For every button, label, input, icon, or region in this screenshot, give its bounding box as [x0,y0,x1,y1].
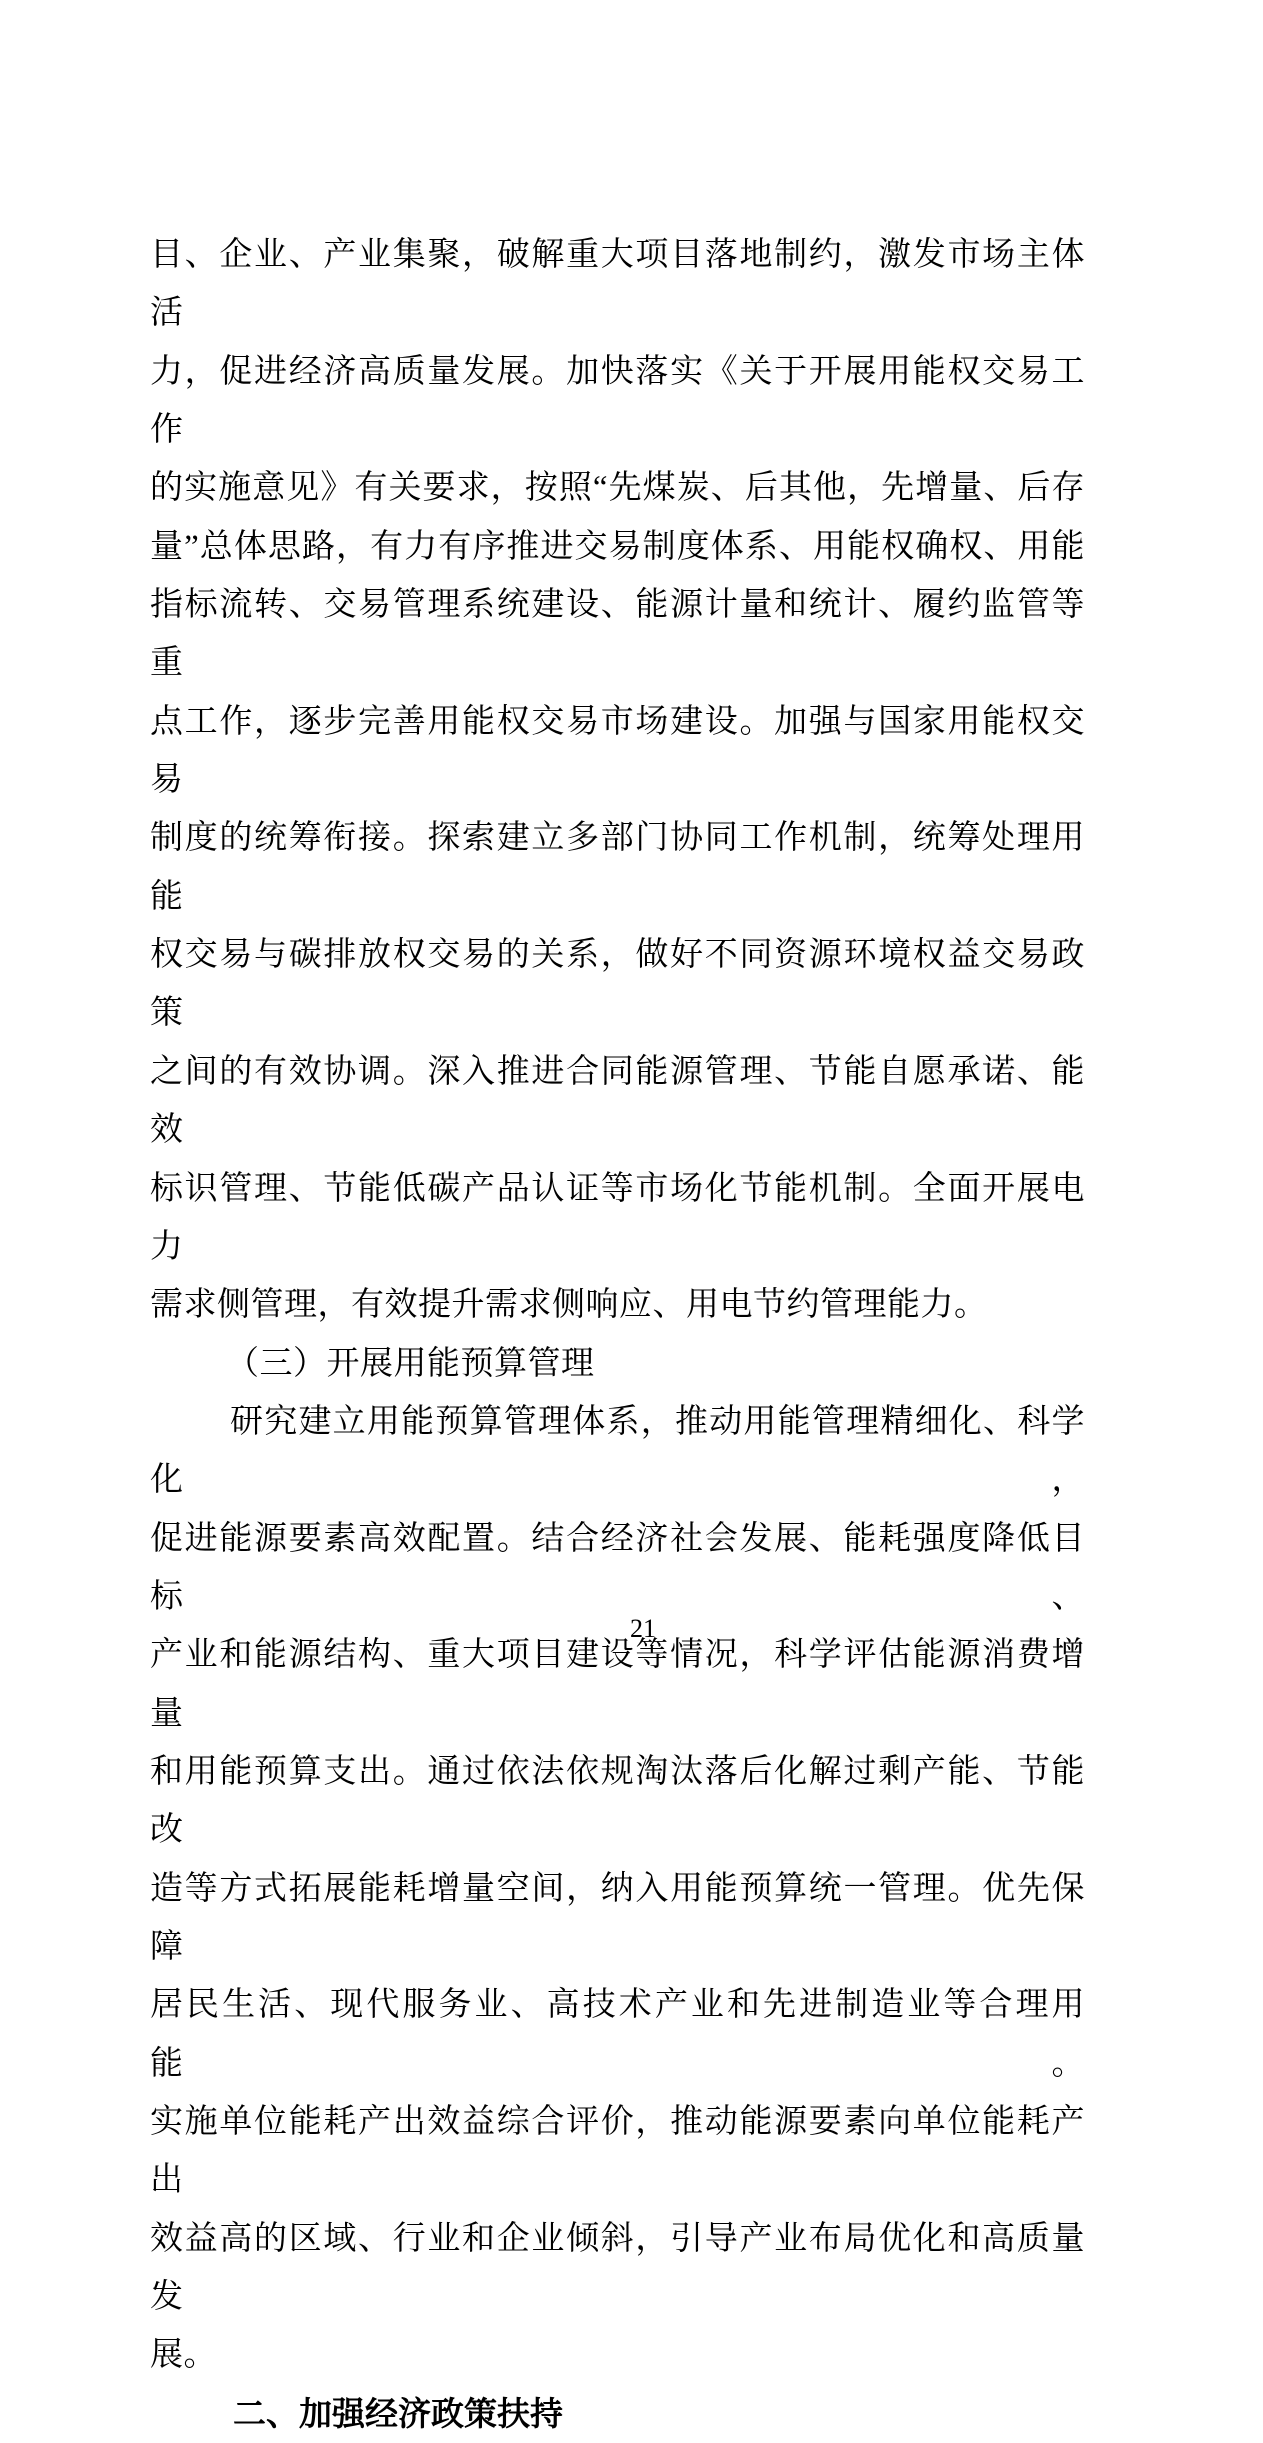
body-text-line: 展。 [150,2337,217,2374]
body-text-line: 和用能预算支出。通过依法依规淘汰落后化解过剩产能、节能改 [150,1753,1085,1849]
body-text-line: 研究建立用能预算管理体系，推动用能管理精细化、科学化， [150,1403,1085,1499]
body-text-line: 权交易与碳排放权交易的关系，做好不同资源环境权益交易政策 [150,937,1085,1032]
page-body-text [150,226,1085,2443]
body-text-line: 指标流转、交易管理系统建设、能源计量和统计、履约监管等重 [150,587,1085,682]
body-text-line: 之间的有效协调。深入推进合同能源管理、节能自愿承诺、能效 [150,1053,1085,1149]
body-text-line: 产业和能源结构、重大项目建设等情况，科学评估能源消费增量 [150,1637,1085,1732]
body-text-line: 的实施意见》有关要求，按照“先煤炭、后其他，先增量、后存 [150,470,1085,507]
body-text-line: 标识管理、节能低碳产品认证等市场化节能机制。全面开展电力 [150,1170,1085,1265]
subsection-heading: （三）开展用能预算管理 [226,1345,595,1382]
body-text-line: 力，促进经济高质量发展。加快落实《关于开展用能权交易工作 [150,353,1085,449]
section-heading: 二、加强经济政策扶持 [233,2394,563,2432]
body-text-line: 量”总体思路，有力有序推进交易制度体系、用能权确权、用能 [150,528,1085,565]
body-text-line: 目、企业、产业集聚，破解重大项目落地制约，激发市场主体活 [150,237,1085,332]
body-text-line: 制度的统筹衔接。探索建立多部门协同工作机制，统筹处理用能 [150,820,1085,915]
body-text-line: 造等方式拓展能耗增量空间，纳入用能预算统一管理。优先保障 [150,1870,1085,1965]
body-text-line: 促进能源要素高效配置。结合经济社会发展、能耗强度降低目标、 [150,1520,1085,1615]
body-text-line: 点工作，逐步完善用能权交易市场建设。加强与国家用能权交易 [150,703,1085,799]
page-number: 21 [630,1614,656,1643]
body-text-line: 实施单位能耗产出效益综合评价，推动能源要素向单位能耗产出 [150,2104,1085,2199]
body-text-line: 效益高的区域、行业和企业倾斜，引导产业布局优化和高质量发 [150,2220,1085,2316]
body-text-line: 需求侧管理，有效提升需求侧响应、用电节约管理能力。 [150,1287,988,1324]
body-text-line: 居民生活、现代服务业、高技术产业和先进制造业等合理用能。 [150,1987,1085,2082]
